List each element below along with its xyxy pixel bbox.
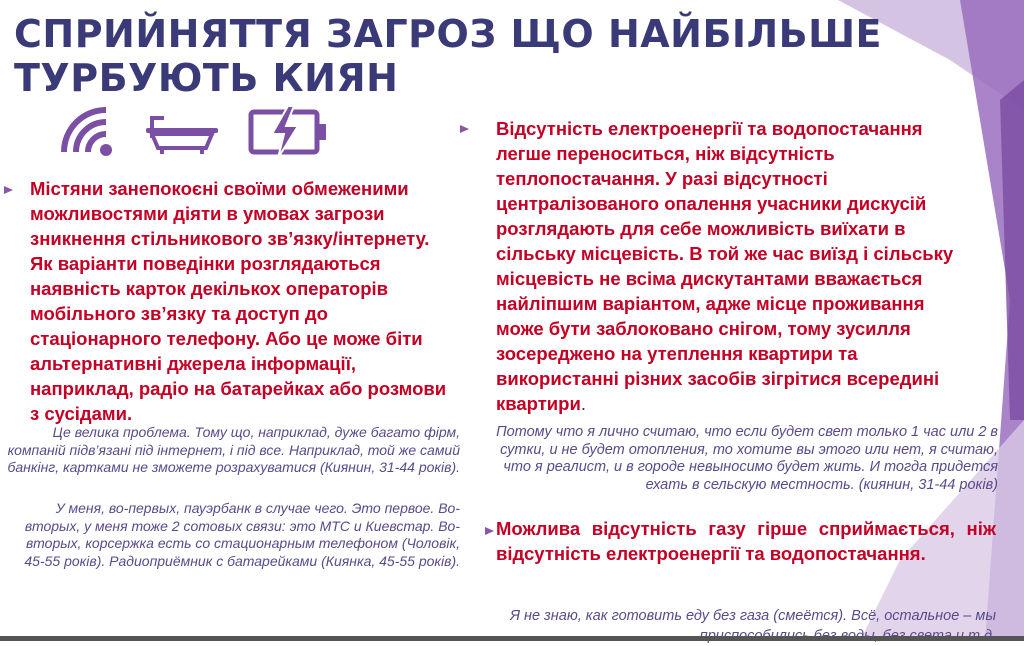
right-quote-2: Я не знаю, как готовить еду без газа (смеётся). Всё, остальное – мы bbox=[510, 608, 996, 624]
right-main-body: Відсутність електроенергії та водопостачання легше переноситься, ніж відсутність теплопостачання. У разі відсутності централізованого опалення учасники дискусій розглядають для себе можливість виїхати в сільську місцевість. В той же час виїзд і сільську місцевість не всіма дискутантами вважається найліпшим варіантом, адже місце проживання може бути заблоковано снігом, тому зусилля зосереджено на утеплення квартири та використанні різних засобів зігрітися всередині квартири bbox=[496, 118, 954, 414]
left-quote-1: Це велика проблема. Тому що, наприклад, дуже багато фірм, компаній підв’язані під інтернет, і під все. Наприклад, той же самий банкінг, картками не зможете розрахуватися (Киянин, 31-44 років). bbox=[7, 424, 460, 475]
right-main-period: . bbox=[580, 393, 586, 414]
gas-text: Можлива відсутність газу гірше сприймається, ніж відсутність електроенергії та водопостачання. bbox=[496, 518, 996, 564]
right-main-text bbox=[496, 116, 972, 416]
right-quote-1: Потому что я лично считаю, что если будет свет только 1 час или 2 в сутки, и не будет отопления, то хотите вы этого или нет, я считаю, что я реалист, и в городе невыносимо будет жить. И тогда придется ехать в сельскую местность. (киянин, 31-44 років) bbox=[496, 424, 998, 493]
bottom-bar bbox=[0, 636, 1024, 641]
left-quote-2: У меня, во-первых, пауэрбанк в случае чего. Это первое. Во-вторых, у меня тоже 2 сотовых связи: это МТС и Киевстар. Во-вторых, корсержка есть со стационарным телефоном (Чоловік, 45-55 років). Радиоприёмник с батарейками (Киянка, 45-55 років). bbox=[24, 500, 460, 569]
bullet-marker bbox=[485, 527, 494, 535]
bathtub-icon bbox=[144, 102, 224, 160]
page-title: СПРИЙНЯТТЯ ЗАГРОЗ ЩО НАЙБІЛЬШЕ ТУРБУЮТЬ КИЯН bbox=[14, 12, 882, 100]
bullet-marker bbox=[4, 186, 13, 194]
icon-row bbox=[58, 102, 348, 160]
wifi-icon bbox=[58, 102, 118, 160]
battery-charging-icon bbox=[248, 102, 330, 160]
left-main-text: Містяни занепокоєні своїми обмеженими можливостями діяти в умовах загрози зникнення стільникового зв’язку/інтернету. Як варіанти поведінки розглядаються наявність карток декількох операторів мобільного зв’язку та доступ до стаціонарного телефону. Або це може біти альтернативні джерела інформації, наприклад, радіо на батарейках або розмови з сусідами. bbox=[30, 178, 447, 424]
bullet-marker bbox=[460, 125, 469, 133]
